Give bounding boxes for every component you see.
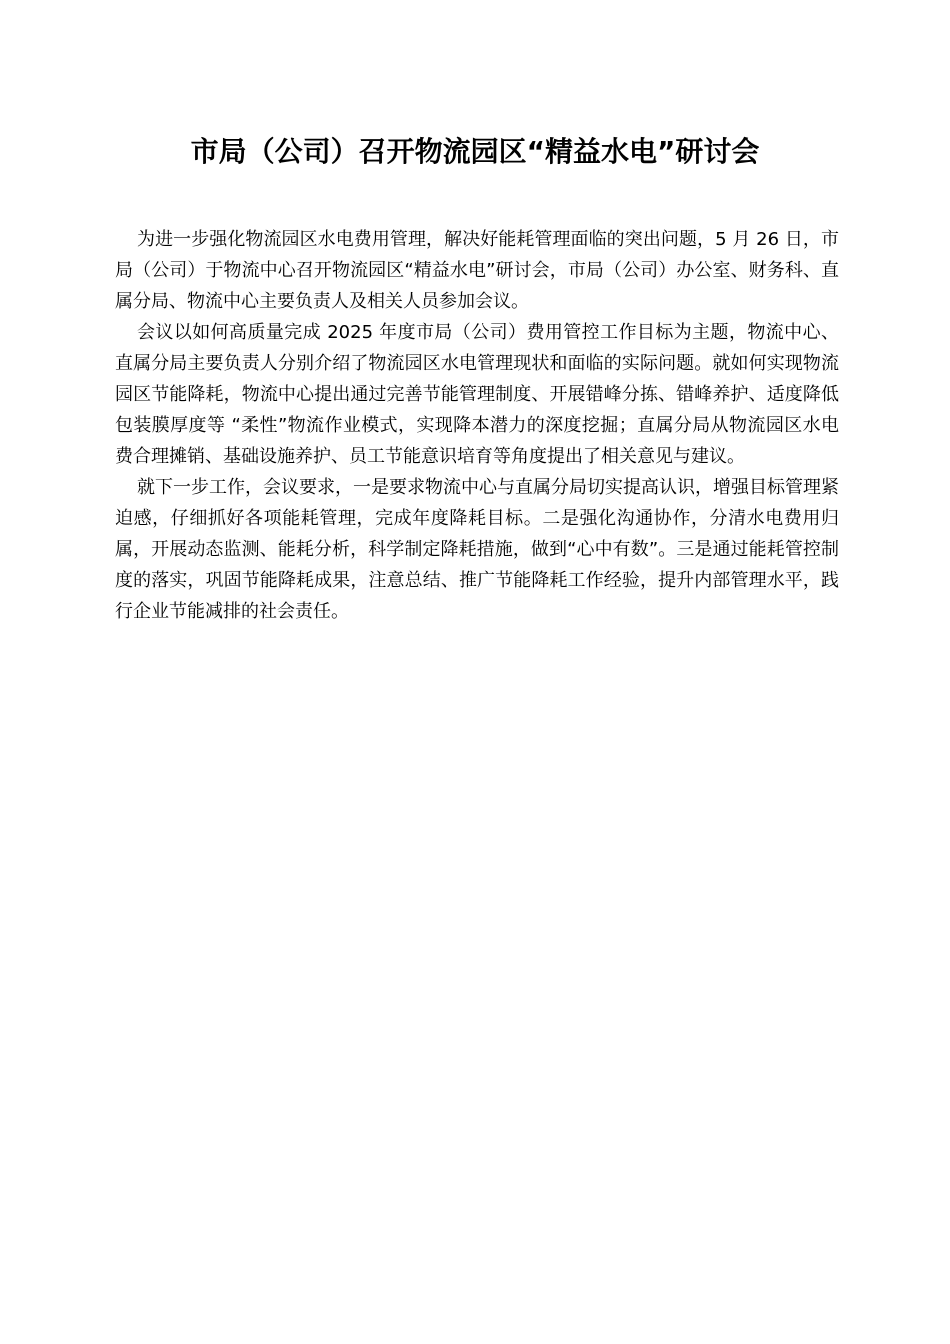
paragraph-requirements: 就下一步工作，会议要求，一是要求物流中心与直属分局切实提高认识，增强目标管理紧迫感，仔细抓好各项能耗管理，完成年度降耗目标。二是强化沟通协作，分清水电费用归属，开展动态监测、能耗分析，科学制定降耗措施，做到“心中有数”。三是通过能耗管控制度的落实，巩固节能降耗成果，注意总结、推广节能降耗工作经验，提升内部管理水平，践行企业节能减排的社会责任。 xyxy=(115,477,839,622)
paragraph-intro: 为进一步强化物流园区水电费用管理，解决好能耗管理面临的突出问题，5 月 26 日，市局（公司）于物流中心召开物流园区“精益水电”研讨会，市局（公司）办公室、财务科、直属分局、物流中心主要负责人及相关人员参加会议。 xyxy=(115,229,839,312)
paragraph-meeting-topic: 会议以如何高质量完成 2025 年度市局（公司）费用管控工作目标为主题，物流中心、直属分局主要负责人分别介绍了物流园区水电管理现状和面临的实际问题。就如何实现物流园区节能降耗，物流中心提出通过完善节能管理制度、开展错峰分拣、错峰养护、适度降低包装膜厚度等 “柔性”物流作业模式，实现降本潜力的深度挖掘；直属分局从物流园区水电费合理摊销、基础设施养护、员工节能意识培育等角度提出了相关意见与建议。 xyxy=(115,322,839,467)
document-body xyxy=(115,224,839,627)
document-title: 市局（公司）召开物流园区“精益水电”研讨会 xyxy=(190,135,760,168)
